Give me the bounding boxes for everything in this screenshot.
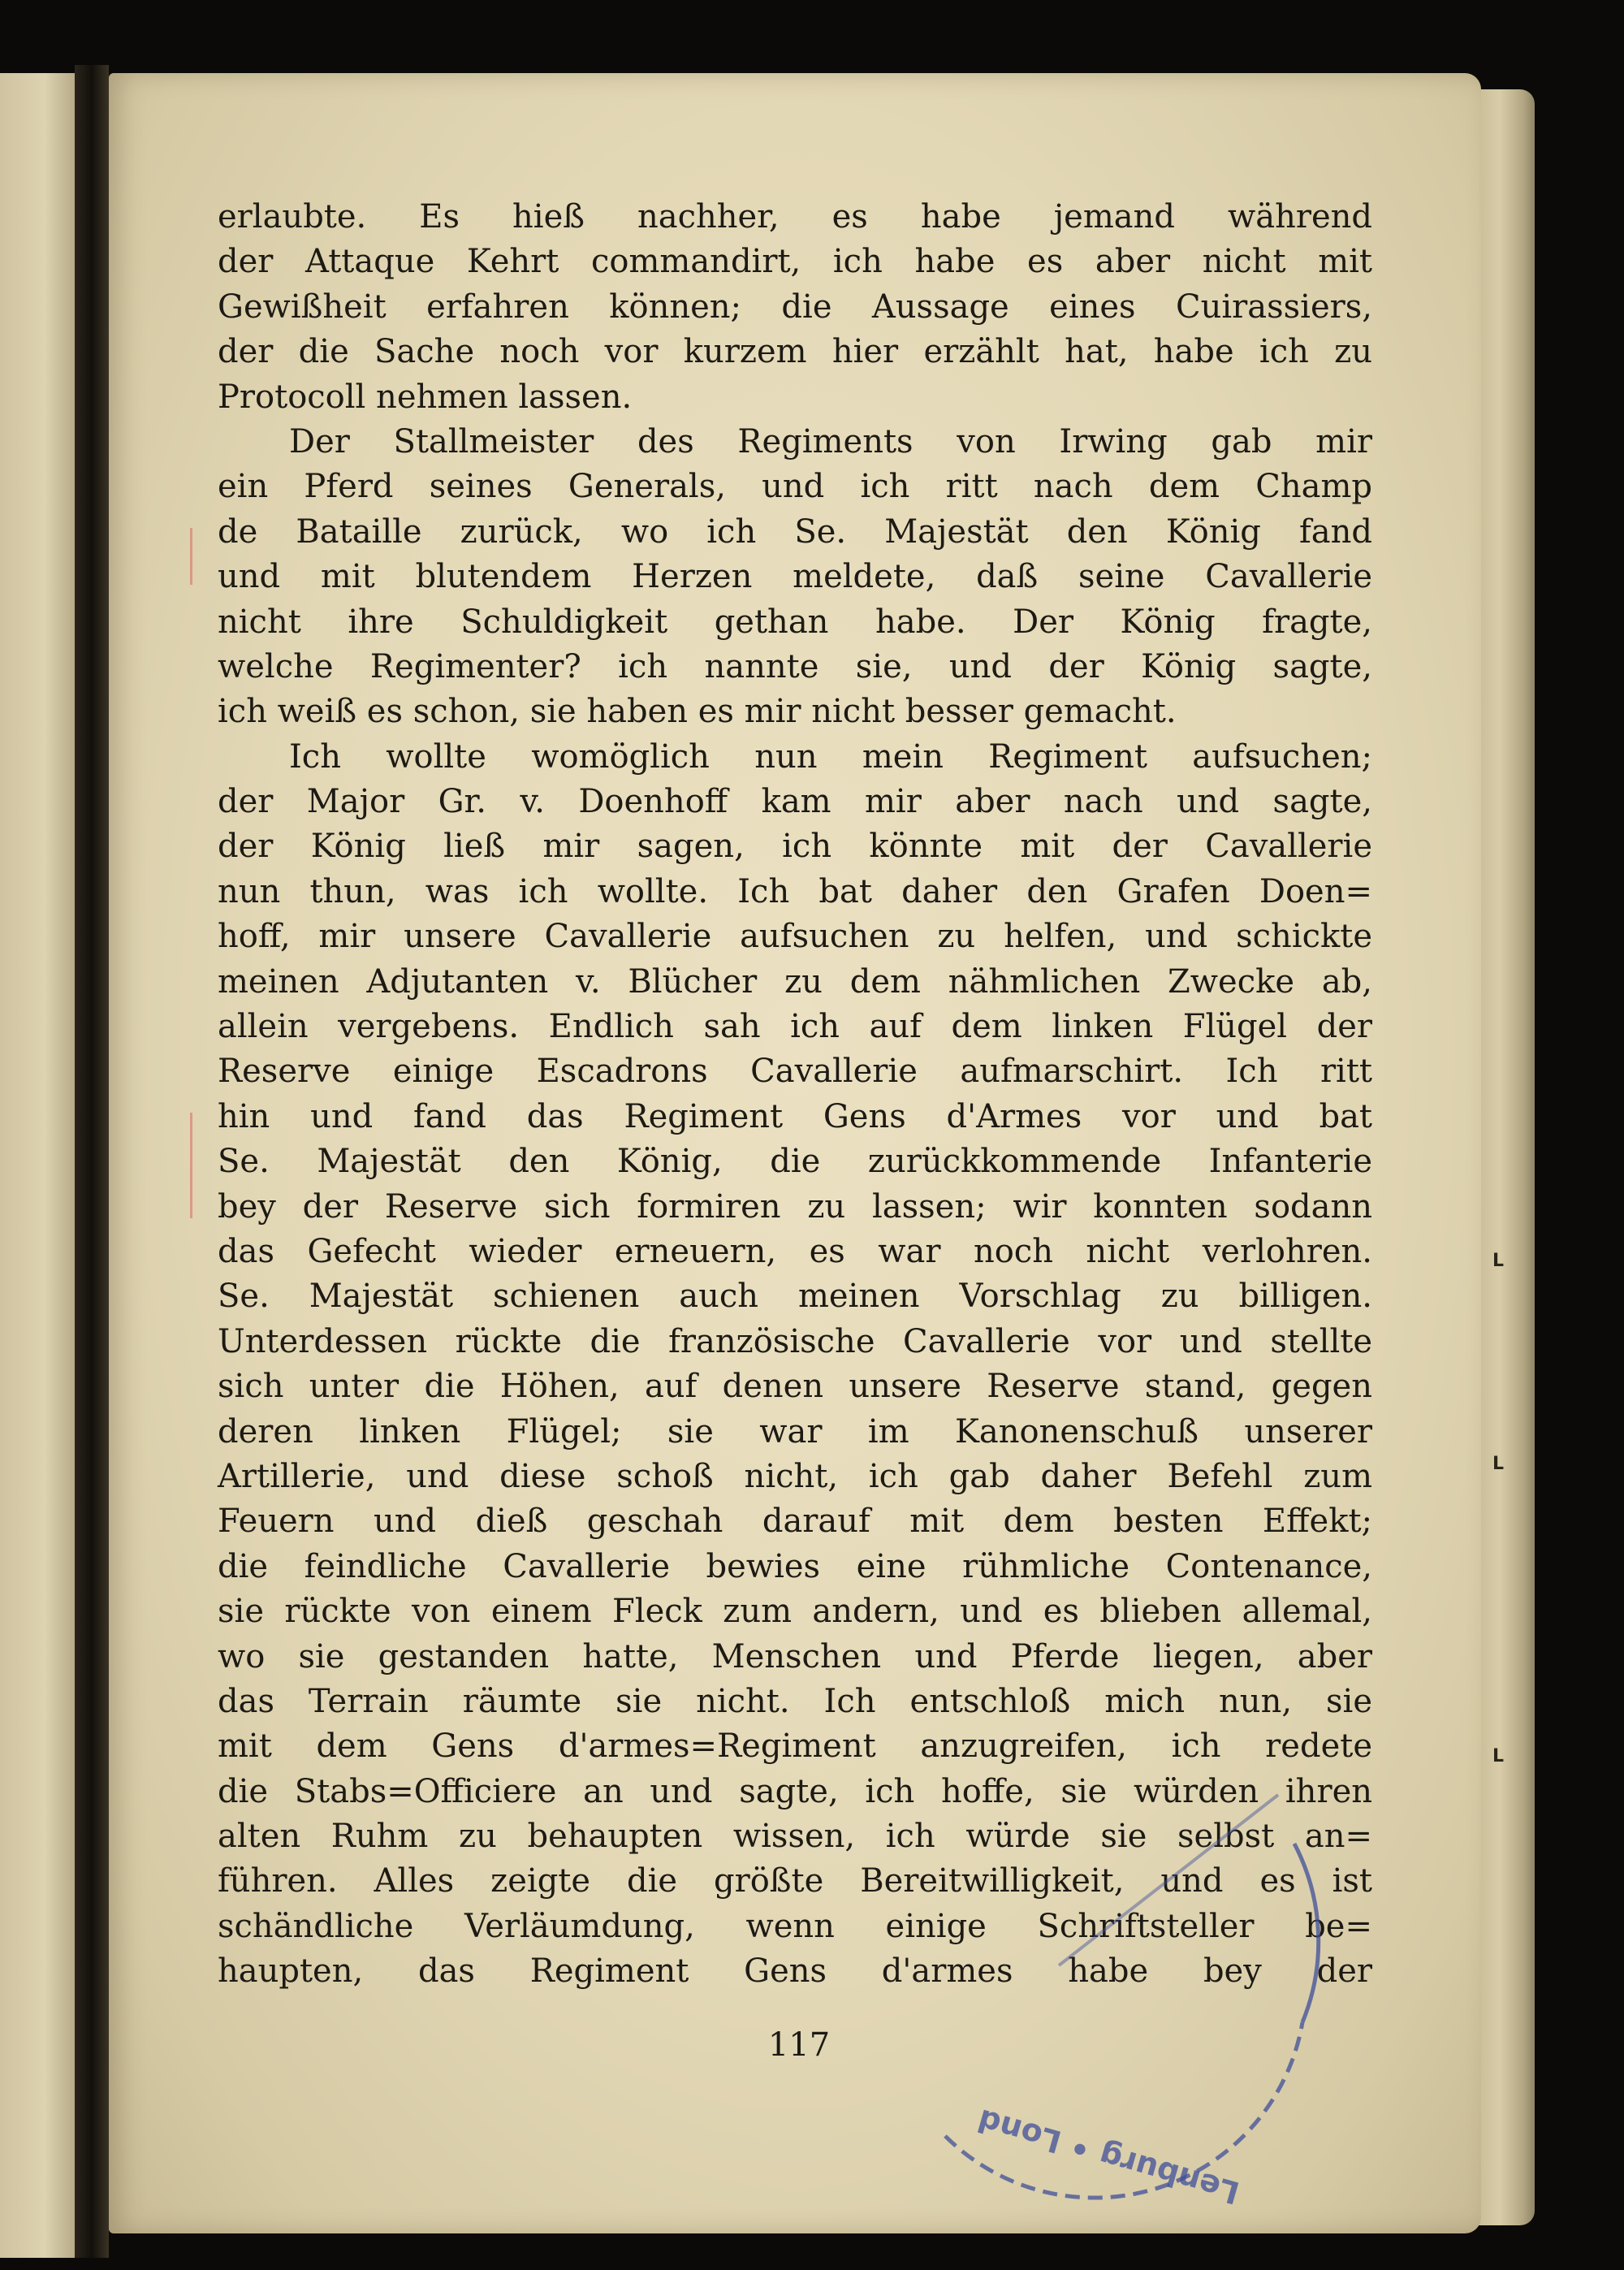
text-line: Artillerie, und diese schoß nicht, ich gab daher Befehl zum <box>218 1457 1372 1495</box>
text-line: mit dem Gens d'armes=Regiment anzugreifen, ich redete <box>218 1727 1372 1766</box>
margin-pencil-mark <box>190 528 192 585</box>
text-line: Se. Majestät den König, die zurückkommende Infanterie <box>218 1143 1372 1181</box>
text-line: haupten, das Regiment Gens d'armes habe bey der <box>218 1952 1372 1991</box>
text-line: der die Sache noch vor kurzem hier erzählt hat, habe ich zu <box>218 333 1372 371</box>
text-line: de Bataille zurück, wo ich Se. Majestät den König fand <box>218 512 1372 551</box>
book-page <box>109 73 1505 2233</box>
text-line: die feindliche Cavallerie bewies eine rühmliche Contenance, <box>218 1547 1372 1585</box>
text-line: Protocoll nehmen lassen. <box>218 378 633 416</box>
text-line: Ich wollte womöglich nun mein Regiment aufsuchen; <box>289 737 1372 776</box>
margin-pencil-mark <box>190 1113 192 1218</box>
text-line: der König ließ mir sagen, ich könnte mit der Cavallerie <box>218 828 1372 866</box>
text-line: nun thun, was ich wollte. Ich bat daher den Grafen Doen= <box>218 872 1372 910</box>
text-line: meinen Adjutanten v. Blücher zu dem nähmlichen Zwecke ab, <box>218 962 1372 1001</box>
text-line: alten Ruhm zu behaupten wissen, ich würde sie selbst an= <box>218 1818 1372 1856</box>
text-line: allein vergebens. Endlich sah ich auf dem linken Flügel der <box>218 1008 1372 1046</box>
text-line: sie rückte von einem Fleck zum andern, und es blieben allemal, <box>218 1593 1372 1631</box>
text-line: die Stabs=Officiere an und sagte, ich hoffe, sie würden ihren <box>218 1772 1372 1810</box>
margin-note: L <box>1492 1746 1505 1766</box>
page-number: 117 <box>767 2026 831 2064</box>
page-stack-edge <box>1476 89 1535 2225</box>
text-line: ein Pferd seines Generals, und ich ritt nach dem Champ <box>218 468 1372 506</box>
text-line: und mit blutendem Herzen meldete, daß seine Cavallerie <box>218 558 1372 596</box>
margin-note: L <box>1492 1251 1505 1271</box>
book-gutter <box>75 65 109 2258</box>
text-line: Der Stallmeister des Regiments von Irwing gab mir <box>289 422 1372 460</box>
text-line: bey der Reserve sich formiren zu lassen; wir konnten sodann <box>218 1187 1372 1226</box>
text-line: das Terrain räumte sie nicht. Ich entschloß mich nun, sie <box>218 1682 1372 1720</box>
text-line: Reserve einige Escadrons Cavallerie aufmarschirt. Ich ritt <box>218 1053 1372 1091</box>
text-line: nicht ihre Schuldigkeit gethan habe. Der König fragte, <box>218 603 1372 641</box>
facing-page-edge <box>0 73 75 2258</box>
text-line: deren linken Flügel; sie war im Kanonenschuß unserer <box>218 1412 1372 1451</box>
text-line: welche Regimenter? ich nannte sie, und der König sagte, <box>218 647 1372 685</box>
body-text <box>218 195 1372 1995</box>
text-line: Feuern und dieß geschah darauf mit dem besten Effekt; <box>218 1503 1372 1541</box>
margin-note: L <box>1492 1454 1505 1474</box>
text-line: der Attaque Kehrt commandirt, ich habe es aber nicht mit <box>218 243 1372 281</box>
text-line: sich unter die Höhen, auf denen unsere Reserve stand, gegen <box>218 1368 1372 1406</box>
text-line: hoff, mir unsere Cavallerie aufsuchen zu helfen, und schickte <box>218 918 1372 956</box>
text-line: Gewißheit erfahren können; die Aussage eines Cuirassiers, <box>218 288 1372 326</box>
text-line: der Major Gr. v. Doenhoff kam mir aber nach und sagte, <box>218 783 1372 821</box>
text-line: das Gefecht wieder erneuern, es war noch nicht verlohren. <box>218 1232 1372 1270</box>
text-line: ich weiß es schon, sie haben es mir nicht besser gemacht. <box>218 693 1177 731</box>
text-line: schändliche Verläumdung, wenn einige Schriftsteller be= <box>218 1907 1372 1945</box>
text-line: führen. Alles zeigte die größte Bereitwilligkeit, und es ist <box>218 1862 1372 1900</box>
text-line: hin und fand das Regiment Gens d'Armes vor und bat <box>218 1097 1372 1135</box>
stamp-text: Lenburg • Lond <box>974 2102 1244 2212</box>
text-line: erlaubte. Es hieß nachher, es habe jemand während <box>218 198 1372 236</box>
text-line: wo sie gestanden hatte, Menschen und Pferde liegen, aber <box>218 1637 1372 1675</box>
text-line: Se. Majestät schienen auch meinen Vorschlag zu billigen. <box>218 1278 1372 1316</box>
text-line: Unterdessen rückte die französische Cavallerie vor und stellte <box>218 1322 1372 1360</box>
